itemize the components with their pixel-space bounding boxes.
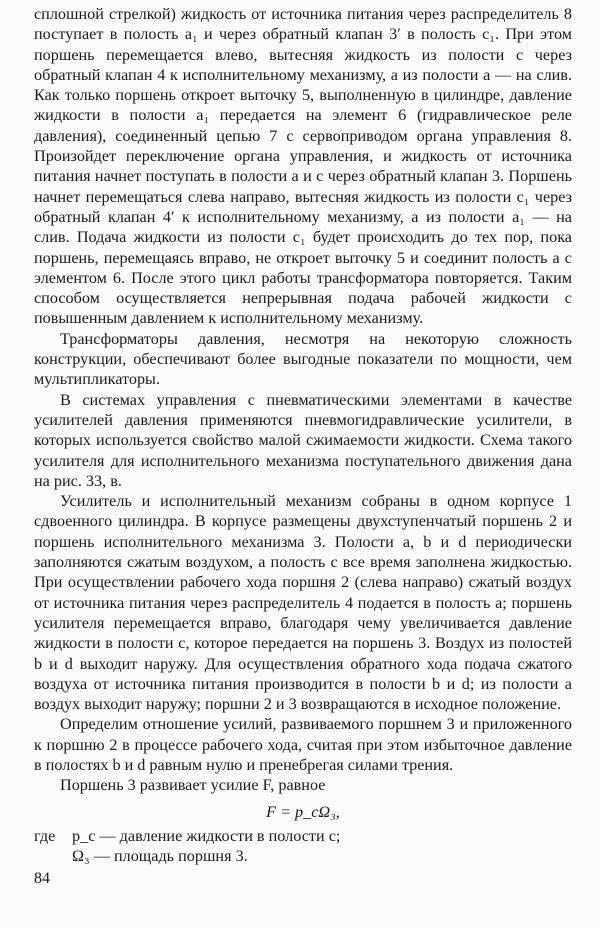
page-number: 84: [34, 870, 50, 887]
paragraph-4: Усилитель и исполнительный механизм собраны в одном корпусе 1 сдвоенного цилиндра. В корпусе размещены двухступенчатый поршень 2 и поршень исполнительного механизма 3. Полости a, b и d периодически заполняются сжатым воздухом, а полость c все время заполнена жидкостью. При осуществлении рабочего хода поршня 2 (слева направо) сжатый воздух от источника питания через распределитель 4 подается в полость a; поршень усилителя перемещается вправо, благодаря чему увеличивается давление жидкости в полости c, которое передается на поршень 3. Воздух из полостей b и d выходит наружу. Для осуществления обратного хода подача сжатого воздуха от источника питания производится в полости b и d; из полости a воздух выходит наружу; поршни 2 и 3 возвращаются в исходное положение.: [34, 492, 572, 714]
paragraph-5: Определим отношение усилий, развиваемого поршнем 3 и приложенного к поршню 2 в процессе рабочего хода, считая при этом избыточное давление в полостях b и d равным нулю и пренебрегая силами трения.: [34, 715, 572, 774]
paragraph-2: Трансформаторы давления, несмотря на некоторую сложность конструкции, обеспечивают более выгодные показатели по мощности, чем мультипликаторы.: [34, 329, 572, 389]
definitions: [34, 826, 572, 867]
definition-line-2: Ω₃ — площадь поршня 3.: [72, 847, 248, 866]
paragraph-6: Поршень 3 развивает усилие F, равное: [60, 776, 326, 795]
definition-line-1: p_c — давление жидкости в полости c;: [72, 826, 341, 845]
body-text: [34, 4, 572, 866]
paragraph-3: В системах управления с пневматическими элементами в качестве усилителей давления применяются пневмогидравлические усилители, в которых используется свойство малой сжимаемости жидкости. Схема такого усилителя для исполнительного механизма поступательного движения дана на рис. 33, в.: [34, 390, 572, 490]
definition-row-1: [34, 826, 572, 846]
paragraph-1: сплошной стрелкой) жидкость от источника питания через распределитель 8 поступает в полость a₁ и через обратный клапан 3′ в полость c₁. При этом поршень перемещается влево, вытесняя жидкость из полости c через обратный клапан 4 к исполнительному механизму, а из полости a — на слив. Как только поршень откроет выточку 5, выполненную в цилиндре, давление жидкости в полости a₁ передается на элемент 6 (гидравлическое реле давления), соединенный цепью 7 с сервоприводом органа управления 8. Произойдет переключение органа управления, и жидкость от источника питания начнет поступать в полости a и c через обратный клапан 3. Поршень начнет перемещаться слева направо, вытесняя жидкость из полости c₁ через обратный клапан 4′ к исполнительному механизму, а из полости a₁ — на слив. Подача жидкости из полости c₁ будет происходить до тех пор, пока поршень, перемещаясь вправо, не откроет выточку 5 и соединит полость a с элементом 6. После этого цикл работы трансформатора повторяется. Таким способом осуществляется непрерывная подача рабочей жидкости с повышенным давлением к исполнительному механизму.: [34, 5, 572, 328]
formula: F = p_cΩ₃,: [266, 802, 340, 821]
definition-prefix: где: [34, 826, 56, 845]
